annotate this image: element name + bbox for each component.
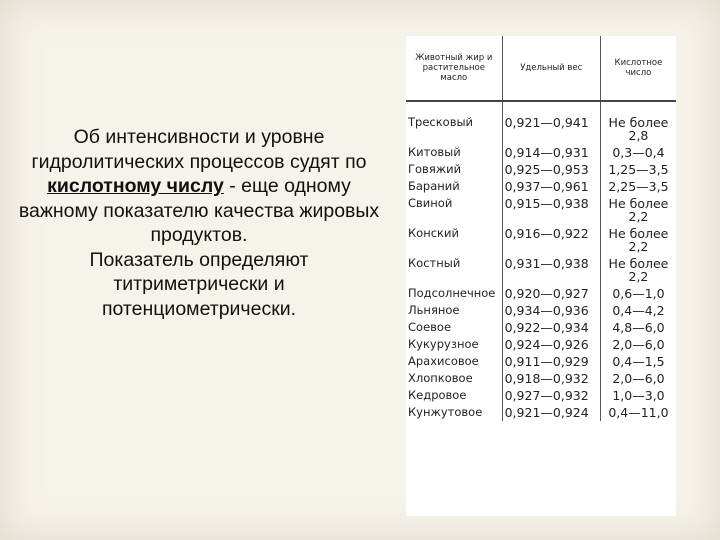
table-row: [406, 195, 676, 225]
cell-specific-gravity: 0,921—0,924: [502, 404, 600, 421]
cell-fat-name: Костный: [406, 255, 502, 285]
cell-specific-gravity: 0,916—0,922: [502, 225, 600, 255]
table-row: [406, 255, 676, 285]
table-row: [406, 387, 676, 404]
cell-specific-gravity: 0,914—0,931: [502, 144, 600, 161]
table-row: [406, 144, 676, 161]
spacer-row: [406, 101, 676, 114]
cell-fat-name: Бараний: [406, 178, 502, 195]
cell-fat-name: Соевое: [406, 319, 502, 336]
cell-fat-name: Кунжутовое: [406, 404, 502, 421]
cell-specific-gravity: 0,922—0,934: [502, 319, 600, 336]
cell-specific-gravity: 0,931—0,938: [502, 255, 600, 285]
table-row: [406, 336, 676, 353]
cell-acid-number: Не более 2,8: [608, 115, 669, 143]
cell-acid-number: 0,4—4,2: [612, 303, 665, 318]
cell-acid-number: Не более 2,2: [608, 196, 669, 224]
paragraph-2: Показатель определяют титриметрически и потенциометрически.: [89, 248, 309, 320]
cell-fat-name: Тресковый: [406, 114, 502, 144]
header-acid-number: Кислотное число: [600, 36, 676, 101]
emphasis-acid-number: кислотному числу: [47, 175, 224, 197]
paragraph-1: [14, 125, 384, 248]
table-row: [406, 302, 676, 319]
table-row: [406, 319, 676, 336]
cell-acid-number: Не более 2,2: [608, 256, 669, 284]
cell-fat-name: Свиной: [406, 195, 502, 225]
table-row: [406, 353, 676, 370]
table: [406, 36, 676, 421]
table-row: [406, 370, 676, 387]
cell-acid-number: 0,4—1,5: [612, 354, 665, 369]
cell-fat-name: Хлопковое: [406, 370, 502, 387]
body-text: [14, 125, 384, 321]
cell-fat-name: Говяжий: [406, 161, 502, 178]
fat-properties-table: [406, 36, 676, 516]
header-fat-type: Животный жир и растительное масло: [406, 36, 502, 101]
cell-fat-name: Китовый: [406, 144, 502, 161]
cell-acid-number: Не более 2,2: [608, 226, 669, 254]
cell-specific-gravity: 0,934—0,936: [502, 302, 600, 319]
cell-specific-gravity: 0,924—0,926: [502, 336, 600, 353]
table-body: [406, 101, 676, 421]
cell-specific-gravity: 0,920—0,927: [502, 285, 600, 302]
table-row: [406, 178, 676, 195]
cell-acid-number: 1,0—3,0: [612, 388, 665, 403]
cell-specific-gravity: 0,911—0,929: [502, 353, 600, 370]
cell-fat-name: Льняное: [406, 302, 502, 319]
cell-acid-number: 2,0—6,0: [612, 337, 665, 352]
cell-acid-number: 0,3—0,4: [612, 145, 665, 160]
cell-specific-gravity: 0,915—0,938: [502, 195, 600, 225]
cell-acid-number: 0,6—1,0: [612, 286, 665, 301]
cell-acid-number: 2,0—6,0: [612, 371, 665, 386]
cell-fat-name: Подсолнечное: [406, 285, 502, 302]
header-specific-gravity: Удельный вес: [502, 36, 600, 101]
table-header-row: [406, 36, 676, 101]
cell-specific-gravity: 0,925—0,953: [502, 161, 600, 178]
cell-fat-name: Кедровое: [406, 387, 502, 404]
cell-specific-gravity: 0,918—0,932: [502, 370, 600, 387]
cell-acid-number: 4,8—6,0: [612, 320, 665, 335]
cell-fat-name: Кукурузное: [406, 336, 502, 353]
table-row: [406, 285, 676, 302]
cell-fat-name: Конский: [406, 225, 502, 255]
paragraph-1-end: - еще одному важному показателю качества жировых продуктов.: [18, 175, 380, 246]
table-row: [406, 404, 676, 421]
cell-specific-gravity: 0,937—0,961: [502, 178, 600, 195]
cell-acid-number: 1,25—3,5: [608, 162, 669, 177]
cell-acid-number: 2,25—3,5: [608, 179, 669, 194]
table-row: [406, 161, 676, 178]
table-row: [406, 114, 676, 144]
table-row: [406, 225, 676, 255]
cell-fat-name: Арахисовое: [406, 353, 502, 370]
cell-specific-gravity: 0,921—0,941: [502, 114, 600, 144]
paragraph-1-start: Об интенсивности и уровне гидролитических процессов судят по: [31, 126, 367, 173]
cell-specific-gravity: 0,927—0,932: [502, 387, 600, 404]
cell-acid-number: 0,4—11,0: [608, 405, 669, 420]
